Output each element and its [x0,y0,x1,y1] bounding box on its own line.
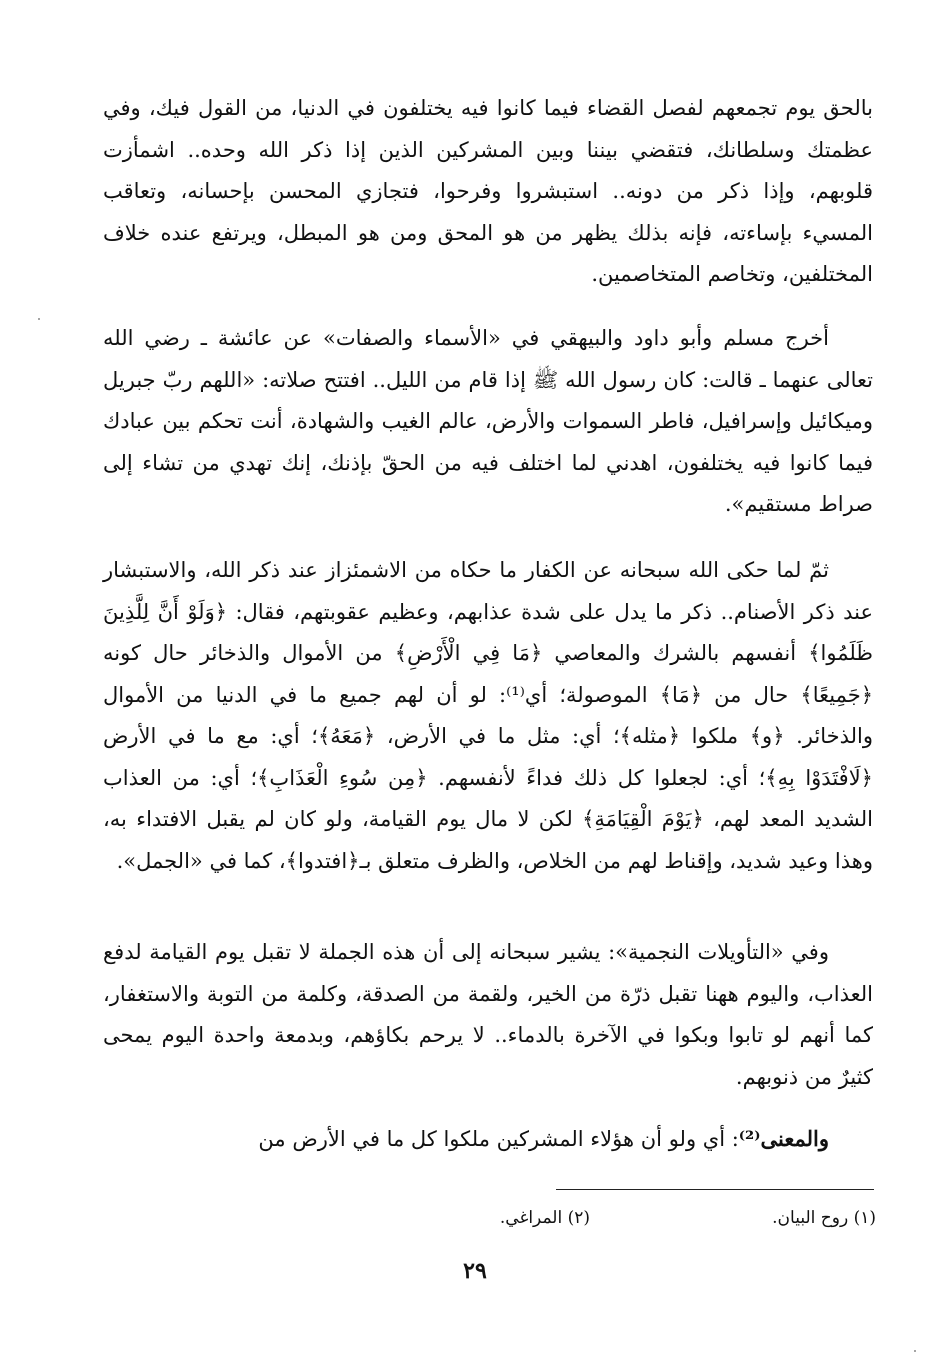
scan-speck [914,1350,916,1352]
paragraph-text: بالحق يوم تجمعهم لفصل القضاء فيما كانوا فيه يختلفون في الدنيا، من القول فيك، وفي عظمتك وسلطانك، فتقضي بيننا وبين المشركين الذين إذا ذكر الله وحده.. اشمأزت قلوبهم، وإذا ذكر من دونه.. استبشروا وفرحوا، فتجازي المحسن بإحسانه، وتعاقب المسيء بإساءته، فإنه بذلك يظهر من هو المحق ومن هو المبطل، ويرتفع عنده خلاف المختلفين، وتخاصم المتخاصمين. [103,96,873,286]
paragraph-prayer-closing [103,88,873,296]
paragraph-text: ثمّ لما حكى الله سبحانه عن الكفار ما حكاه من الاشمئزاز عند ذكر الله، والاستبشار عند ذكر الأصنام.. ذكر ما يدل على شدة عذابهم، وعظيم عقوبتهم، فقال: ﴿وَلَوْ أَنَّ لِلَّذِينَ ظَلَمُوا﴾ أنفسهم بالشرك والمعاصي ﴿مَا فِي الْأَرْضِ﴾ من الأموال والذخائر حال كونه ﴿جَمِيعًا﴾ حال من ﴿مَا﴾ الموصولة؛ أي⁽¹⁾: لو أن لهم جميع ما في الدنيا من الأموال والذخائر. ﴿و﴾ ملكوا ﴿مثله﴾؛ أي: مثل ما في الأرض، ﴿مَعَهُ﴾؛ أي: مع ما في الأرض ﴿لَافْتَدَوْا بِهِ﴾؛ أي: لجعلوا كل ذلك فداءً لأنفسهم. ﴿مِن سُوءِ الْعَذَابِ﴾؛ أي: من العذاب الشديد المعد لهم، ﴿يَوْمَ الْقِيَامَةِ﴾ لكن لا مال يوم القيامة، ولو كان لم يقبل الافتداء به، وهذا وعيد شديد، وإقناط لهم من الخلاص، والظرف متعلق بـ﴿افتدوا﴾، كما في «الجمل». [103,558,874,873]
paragraph-tawilat [103,932,873,1098]
footnote-divider [556,1189,874,1190]
paragraph-text [103,1118,873,1161]
paragraph-text: وفي «التأويلات النجمية»: يشير سبحانه إلى أن هذه الجملة لا تقبل يوم القيامة لدفع العذاب، واليوم ههنا تقبل ذرّة من الخير، ولقمة من الصدقة، وكلمة من التوبة والاستغفار، كما أنهم لو تابوا وبكوا في الآخرة بالدماء.. لا يرحم بكاؤهم، وبدمعة واحدة اليوم يمحى كثيرٌ من ذنوبهم. [103,940,873,1089]
paragraph-rest: : أي ولو أن هؤلاء المشركين ملكوا كل ما في الأرض من [258,1127,739,1151]
footnote-1: (١) روح البيان. [772,1208,876,1228]
paragraph-text: أخرج مسلم وأبو داود والبيهقي في «الأسماء والصفات» عن عائشة ـ رضي الله تعالى عنهما ـ قالت: كان رسول الله ﷺ إذا قام من الليل.. افتتح صلاته: «اللهم ربّ جبريل وميكائيل وإسرافيل، فاطر السموات والأرض، عالم الغيب والشهادة، أنت تحكم بين عبادك فيما كانوا فيه يختلفون، اهدني لما اختلف فيه من الحقّ بإذنك، إنك تهدي من تشاء إلى صراط مستقيم». [103,326,873,516]
scan-speck [38,318,40,320]
bold-lead-word: والمعنى⁽²⁾ [738,1126,829,1151]
paragraph-hadith [103,318,873,526]
paragraph-tafsir [103,550,873,882]
footnote-2: (٢) المراغي. [499,1208,590,1228]
paragraph-meaning [103,1118,873,1161]
page-number: ٢٩ [463,1258,487,1284]
